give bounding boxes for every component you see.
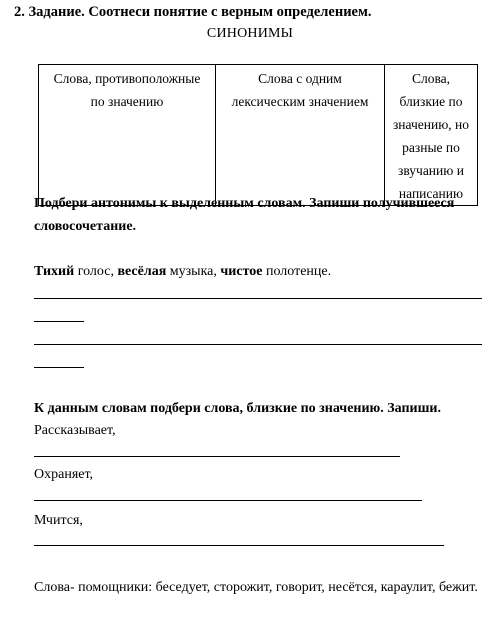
definition-cell-2[interactable]: Слова с одним лексическим значением [216, 65, 385, 206]
highlighted-word-2: весёлая [117, 264, 167, 279]
synonym-word-1: Рассказывает, [34, 423, 116, 438]
answer-line[interactable] [34, 298, 482, 299]
definition-cell-3[interactable]: Слова, близкие по значению, но разные по звучанию и написанию [385, 65, 478, 206]
task-title: 2. Задание. Соотнеси понятие с верным определением. [14, 4, 372, 20]
phrase-text-1: голос, [74, 264, 118, 279]
highlighted-word-3: чистое [220, 264, 263, 279]
concept-heading: СИНОНИМЫ [206, 26, 294, 41]
answer-line[interactable] [34, 321, 84, 322]
synonym-word-2: Охраняет, [34, 467, 94, 482]
answer-line[interactable] [34, 545, 444, 546]
answer-line[interactable] [34, 456, 400, 457]
phrase-text-2: музыка, [166, 264, 221, 279]
antonyms-phrase [34, 260, 484, 283]
definitions-table [38, 64, 478, 206]
highlighted-word-1: Тихий [34, 264, 75, 279]
answer-line[interactable] [34, 500, 422, 501]
synonym-word-3: Мчится, [34, 513, 83, 528]
answer-line[interactable] [34, 367, 84, 368]
helper-words: Слова- помощники: беседует, сторожит, говорит, несётся, караулит, бежит. [34, 580, 478, 595]
definition-cell-1[interactable]: Слова, противоположные по значению [39, 65, 216, 206]
answer-line[interactable] [34, 344, 482, 345]
phrase-text-3: полотенце. [262, 264, 332, 279]
synonyms-instruction: К данным словам подбери слова, близкие по значению. Запиши. [34, 401, 441, 416]
antonyms-instruction: Подбери антонимы к выделенным словам. Запиши получившееся словосочетание. [34, 196, 455, 234]
